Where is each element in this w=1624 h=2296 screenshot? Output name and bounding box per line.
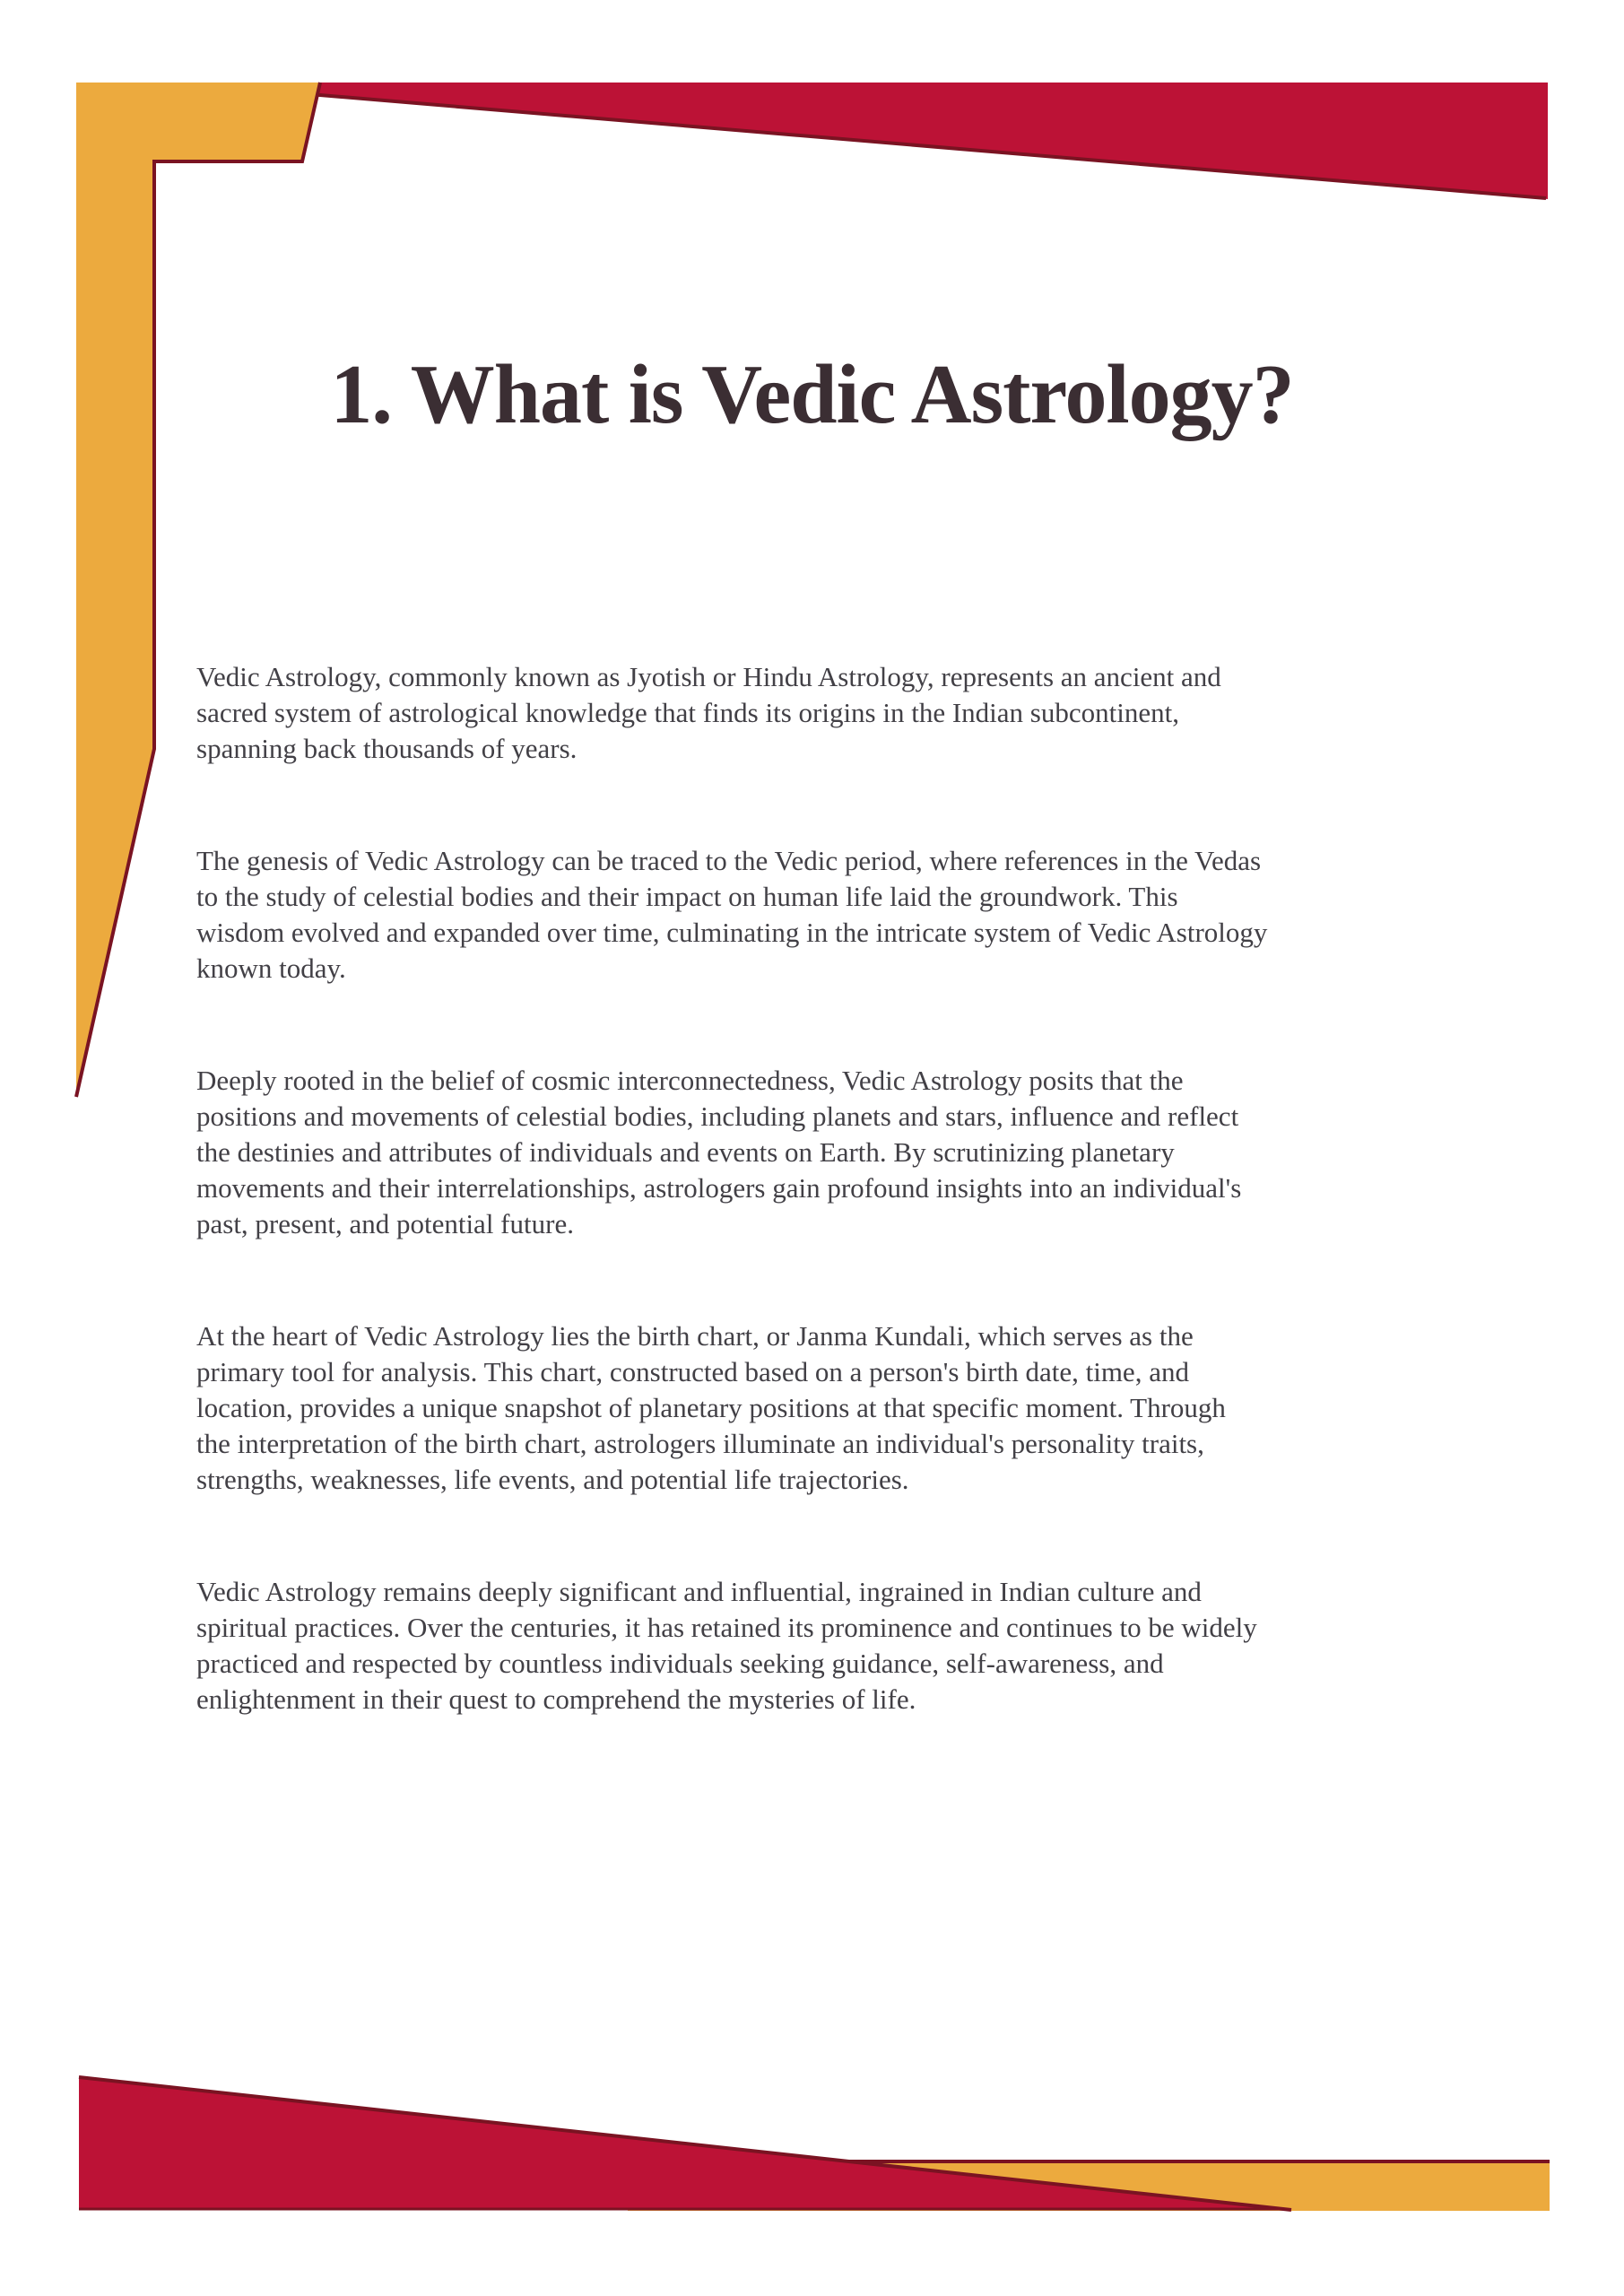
- text-line: sacred system of astrological knowledge that finds its origins in the Indian subcontinent,: [196, 697, 1179, 728]
- text-line: the interpretation of the birth chart, astrologers illuminate an individual's personality traits,: [196, 1428, 1204, 1459]
- text-line: strengths, weaknesses, life events, and potential life trajectories.: [196, 1464, 909, 1495]
- paragraph-4: [196, 1318, 1470, 1498]
- text-line: practiced and respected by countless individuals seeking guidance, self-awareness, and: [196, 1648, 1164, 1679]
- paragraph-2: [196, 843, 1470, 987]
- text-line: Deeply rooted in the belief of cosmic interconnectedness, Vedic Astrology posits that the: [196, 1065, 1184, 1096]
- text-line: past, present, and potential future.: [196, 1208, 574, 1239]
- text-line: At the heart of Vedic Astrology lies the birth chart, or Janma Kundali, which serves as the: [196, 1320, 1194, 1352]
- text-line: positions and movements of celestial bodies, including planets and stars, influence and reflect: [196, 1100, 1239, 1132]
- text-line: wisdom evolved and expanded over time, culminating in the intricate system of Vedic Astrology: [196, 917, 1268, 948]
- text-line: Vedic Astrology remains deeply significant and influential, ingrained in Indian culture and: [196, 1576, 1202, 1607]
- text-line: to the study of celestial bodies and their impact on human life laid the groundwork. This: [196, 881, 1178, 912]
- text-line: Vedic Astrology, commonly known as Jyotish or Hindu Astrology, represents an ancient and: [196, 661, 1221, 692]
- text-line: known today.: [196, 952, 346, 984]
- text-line: location, provides a unique snapshot of planetary positions at that specific moment. Through: [196, 1392, 1226, 1423]
- text-line: enlightenment in their quest to comprehend the mysteries of life.: [196, 1683, 916, 1715]
- text-line: spiritual practices. Over the centuries, it has retained its prominence and continues to be widely: [196, 1612, 1257, 1643]
- paragraph-1: [196, 659, 1470, 767]
- body-text: [196, 659, 1470, 1794]
- text-line: The genesis of Vedic Astrology can be traced to the Vedic period, where references in the Vedas: [196, 845, 1262, 876]
- text-line: the destinies and attributes of individuals and events on Earth. By scrutinizing planetary: [196, 1136, 1175, 1168]
- text-line: primary tool for analysis. This chart, constructed based on a person's birth date, time, and: [196, 1356, 1189, 1387]
- paragraph-5: [196, 1574, 1470, 1718]
- text-line: spanning back thousands of years.: [196, 733, 578, 764]
- page-title: 1. What is Vedic Astrology?: [330, 348, 1294, 441]
- text-line: movements and their interrelationships, astrologers gain profound insights into an individual's: [196, 1172, 1242, 1204]
- paragraph-3: [196, 1063, 1470, 1242]
